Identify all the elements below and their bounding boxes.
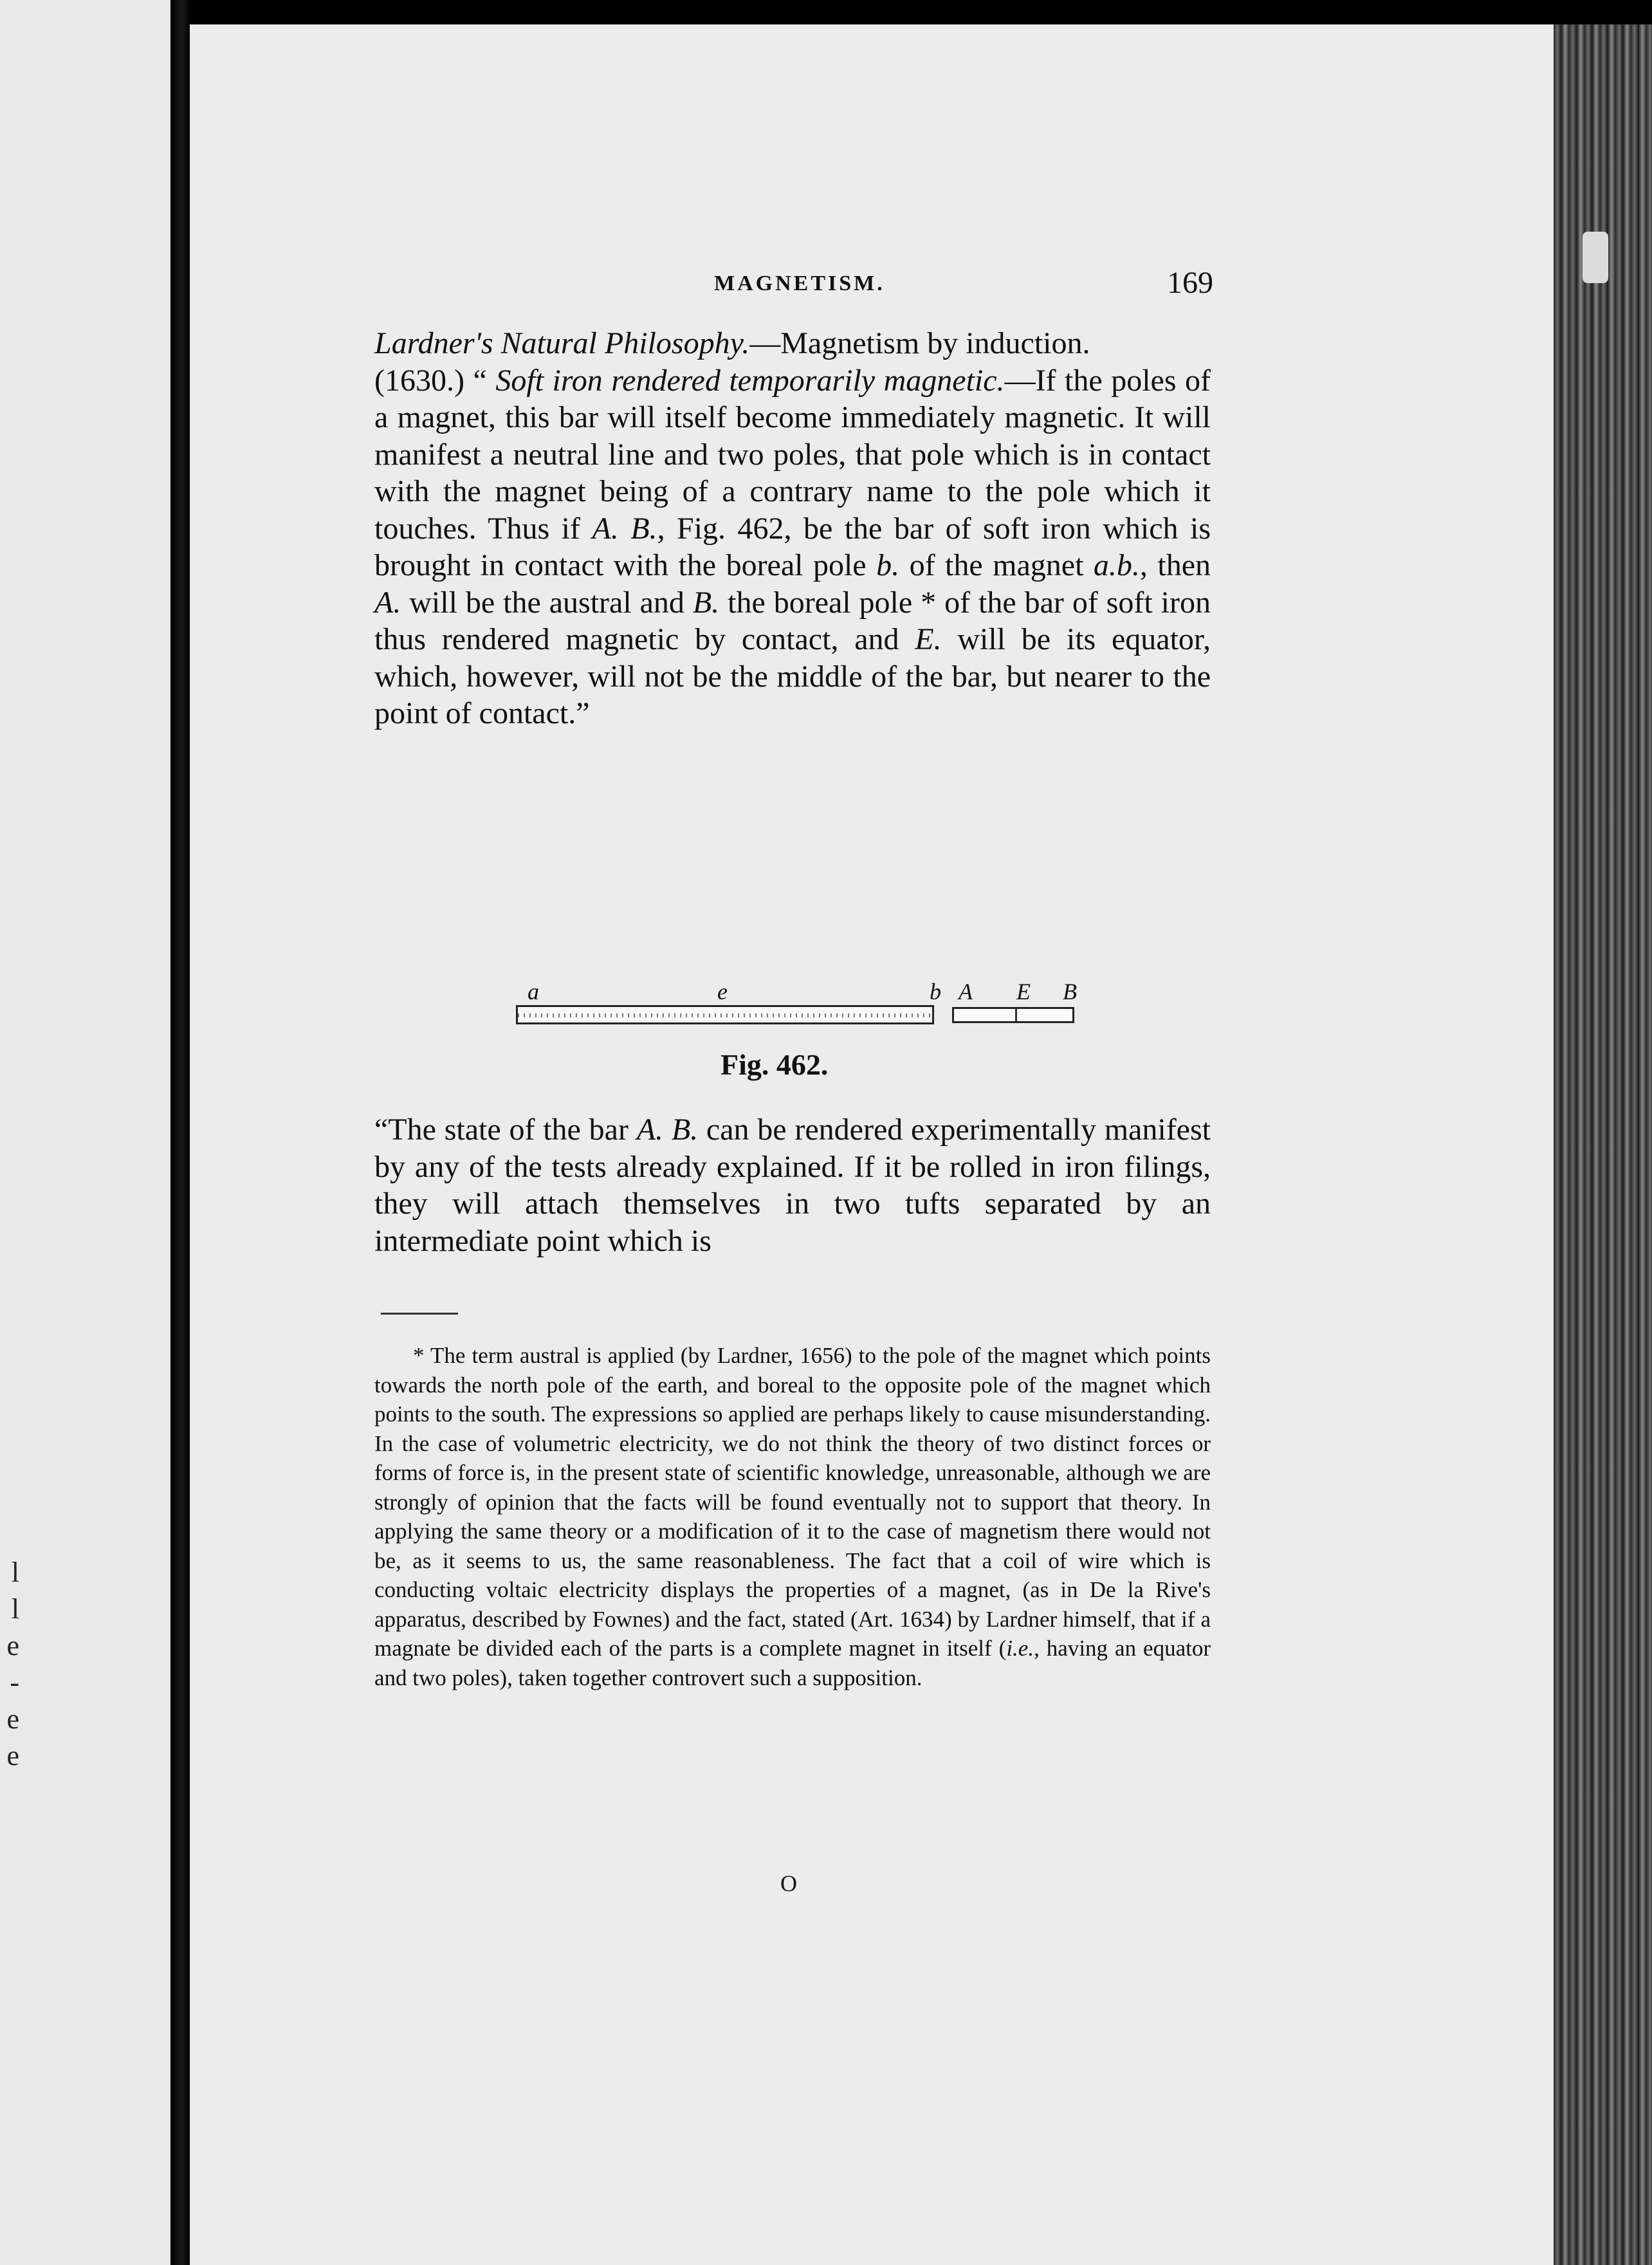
figure-caption: Fig. 462. bbox=[720, 1048, 829, 1081]
fig-label-A: A bbox=[959, 979, 973, 1004]
main-text bbox=[374, 325, 1211, 732]
footnote bbox=[374, 1341, 1211, 1692]
running-head bbox=[367, 266, 1213, 308]
margin-char: - bbox=[10, 1667, 19, 1698]
text-run: , having an equator and two poles), taken together controvert such a supposition. bbox=[374, 1636, 1211, 1690]
source-line bbox=[374, 325, 1211, 362]
fig-label-a: a bbox=[528, 979, 539, 1004]
page-edge-tab bbox=[1583, 232, 1608, 283]
margin-char: l bbox=[11, 1593, 19, 1625]
text-run: the boreal pole * of the bar of soft iron thus rendered magnetic by contact, and bbox=[374, 585, 1211, 656]
text-run: “The state of the bar bbox=[374, 1113, 637, 1147]
margin-char: l bbox=[11, 1557, 19, 1588]
signature-mark: O bbox=[780, 1871, 797, 1896]
margin-char: e bbox=[6, 1740, 19, 1771]
text-run: of the magnet bbox=[899, 548, 1094, 582]
italic-ref: A. bbox=[374, 585, 401, 620]
italic-ref: a.b. bbox=[1093, 548, 1140, 582]
facing-page bbox=[0, 0, 170, 2265]
quote-open: “ bbox=[473, 363, 487, 398]
margin-char: e bbox=[6, 1703, 19, 1735]
italic-ref: B. bbox=[692, 585, 720, 620]
magnet-bar bbox=[516, 1005, 934, 1024]
text-run: , then bbox=[1139, 548, 1211, 582]
paragraph-number: (1630.) bbox=[374, 363, 464, 398]
text-run: will be the austral and bbox=[401, 585, 693, 620]
paragraph-state bbox=[374, 1111, 1211, 1259]
soft-iron-bar bbox=[952, 1007, 1074, 1023]
page-number: 169 bbox=[1167, 266, 1213, 300]
section-heading: Soft iron rendered temporarily magnetic. bbox=[495, 363, 1005, 398]
text-run: , Fig. 462, be the bar of soft iron which is brought in contact with the boreal pole bbox=[374, 511, 1211, 582]
footnote-rule bbox=[381, 1313, 458, 1315]
text-run: can be rendered experimentally manifest by any of the tests already explained. If it be rolled in iron filings, they will attach themselves in two tufts separated by an intermediate point which is bbox=[374, 1113, 1211, 1258]
fig-label-e: e bbox=[717, 979, 728, 1004]
source-rest: —Magnetism by induction. bbox=[749, 326, 1090, 360]
italic-ref: b. bbox=[876, 548, 900, 582]
italic-ref: i.e. bbox=[1006, 1636, 1034, 1661]
text-run: will be its equator, which, however, will not be the middle of the bar, but nearer to the point of contact.” bbox=[374, 622, 1211, 730]
source-title: Lardner's Natural Philosophy. bbox=[374, 326, 750, 360]
italic-ref: E. bbox=[915, 622, 942, 656]
text-run: * The term austral is applied (by Lardner, 1656) to the pole of the magnet which points towards the north pole of the earth, and boreal to the opposite pole of the magnet which points to the south. The expressions so applied are perhaps likely to cause misunderstanding. In the case of volumetric electricity, we do not think the theory of two distinct forces or forms of force is, in the present state of scientific knowledge, unreasonable, although we are strongly of opinion that the facts will be found eventually not to support that theory. In applying the same theory or a modification of it to the case of magnetism there would not be, as it seems to us, the same reasonableness. The fact that a coil of wire which is conducting voltaic electricity displays the properties of a magnet, (as in De la Rive's apparatus, described by Fownes) and the fact, stated (Art. 1634) by Lardner himself, that if a magnate be divided each of the parts is a complete magnet in itself ( bbox=[374, 1343, 1211, 1661]
fig-label-b: b bbox=[930, 979, 941, 1004]
book-gutter bbox=[170, 0, 190, 2265]
text-run: —If the poles of a magnet, this bar will itself become immediately magnetic. It will manifest a neutral line and two poles, that pole which is in contact with the magnet being of a contrary name to the pole which it touches. Thus if bbox=[374, 363, 1211, 546]
figure-462 bbox=[508, 978, 1087, 1081]
main-text-continued bbox=[374, 1111, 1211, 1259]
fig-label-B: B bbox=[1063, 979, 1077, 1004]
page-edges bbox=[1554, 24, 1652, 2265]
margin-char: e bbox=[6, 1630, 19, 1661]
fig-label-E: E bbox=[1016, 979, 1031, 1004]
running-title: MAGNETISM. bbox=[714, 272, 885, 295]
italic-ref: A. B. bbox=[592, 511, 657, 546]
italic-ref: A. B. bbox=[636, 1113, 699, 1147]
footnote-text bbox=[374, 1341, 1211, 1692]
paragraph-1630 bbox=[374, 362, 1211, 732]
facing-page-text-fragment bbox=[0, 1554, 19, 1774]
